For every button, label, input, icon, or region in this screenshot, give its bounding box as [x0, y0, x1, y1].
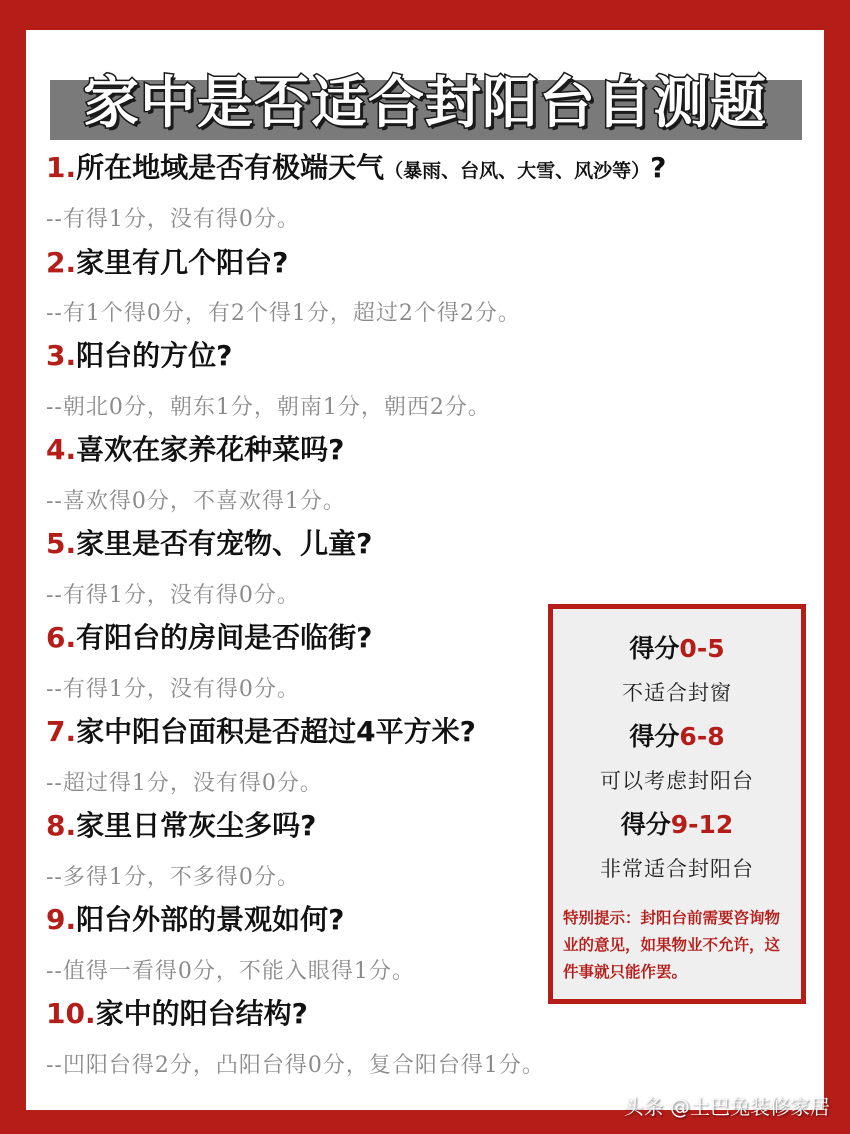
- question-2: 2.家里有几个阳台?: [46, 246, 289, 279]
- question-9: 9.阳台外部的景观如何?: [46, 903, 345, 936]
- answer-7: --超过得1分，没有得0分。: [46, 771, 323, 796]
- page-title: 家中是否适合封阳台自测题: [83, 71, 767, 136]
- question-5: 5.家里是否有宠物、儿童?: [46, 527, 373, 560]
- question-4: 4.喜欢在家养花种菜吗?: [46, 433, 345, 466]
- score-desc-1: 不适合封窗: [622, 681, 732, 705]
- question-7: 7.家中阳台面积是否超过4平方米?: [46, 715, 476, 748]
- answer-4: --喜欢得0分，不喜欢得1分。: [46, 489, 346, 514]
- question-10: 10.家中的阳台结构?: [46, 997, 308, 1030]
- score-box: [548, 604, 806, 1004]
- question-3: 3.阳台的方位?: [46, 339, 233, 372]
- score-desc-3: 非常适合封阳台: [600, 857, 754, 881]
- question-6: 6.有阳台的房间是否临街?: [46, 621, 373, 654]
- answer-9: --值得一看得0分，不能入眼得1分。: [46, 959, 415, 984]
- answer-3: --朝北0分，朝东1分，朝南1分，朝西2分。: [46, 395, 491, 420]
- watermark: 头条 @土巴兔装修家居: [623, 1095, 830, 1119]
- question-1: 1.所在地域是否有极端天气（暴雨、台风、大雪、风沙等）?: [46, 151, 667, 184]
- score-range-3: 得分9-12: [620, 810, 734, 839]
- answer-5: --有得1分，没有得0分。: [46, 583, 300, 608]
- answer-10: --凹阳台得2分，凸阳台得0分，复合阳台得1分。: [46, 1053, 545, 1078]
- answer-8: --多得1分，不多得0分。: [46, 865, 300, 890]
- question-8: 8.家里日常灰尘多吗?: [46, 809, 317, 842]
- score-range-2: 得分6-8: [629, 722, 725, 751]
- content-card: [26, 30, 824, 1110]
- score-desc-2: 可以考虑封阳台: [600, 769, 754, 793]
- answer-2: --有1个得0分，有2个得1分，超过2个得2分。: [46, 301, 521, 326]
- score-range-1: 得分0-5: [629, 634, 725, 663]
- answer-1: --有得1分，没有得0分。: [46, 207, 300, 232]
- answer-6: --有得1分，没有得0分。: [46, 677, 300, 702]
- special-tip: 特别提示：封阳台前需要咨询物业的意见，如果物业不允许，这件事就只能作罢。: [563, 909, 781, 981]
